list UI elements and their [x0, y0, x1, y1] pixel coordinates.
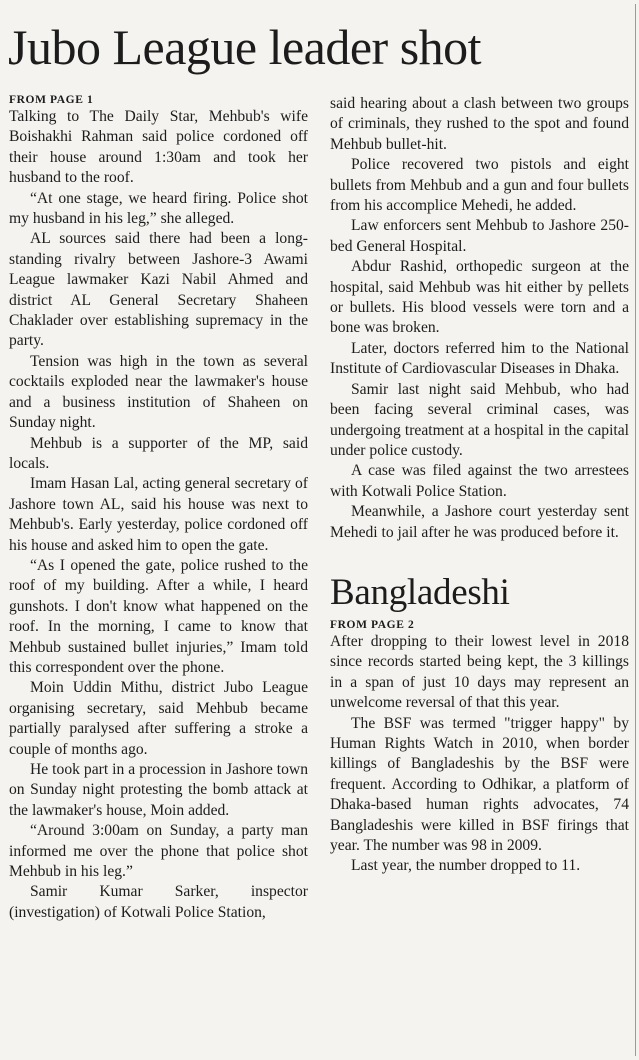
- paragraph: “At one stage, we heard firing. Police shot my husband in his leg,” she alleged.: [9, 189, 308, 228]
- paragraph: Imam Hasan Lal, acting general secretary of Jashore town AL, said his house was next to Mehbub's. Early yesterday, police cordoned off his house and asked him to open the gate.: [9, 475, 308, 554]
- paragraph: Meanwhile, a Jashore court yesterday sent Mehedi to jail after he was produced before it.: [330, 503, 629, 541]
- paragraph: Law enforcers sent Mehbub to Jashore 250-bed General Hospital.: [330, 217, 629, 255]
- paragraph: After dropping to their lowest level in 2018 since records started being kept, the 3 killings in a span of just 10 days may represent an unwelcome reversal of that this year.: [330, 632, 629, 712]
- paragraph: The BSF was termed "trigger happy" by Human Rights Watch in 2010, when border killings of Bangladeshis by the BSF were frequent. According to Odhikar, a platform of Dhaka-based human rights advocates, 74 Bangladeshis were killed in BSF firings that year. The number was 98 in 2009.: [330, 714, 629, 854]
- paragraph: Samir last night said Mehbub, who had been facing several criminal cases, was undergoing treatment at a hospital in the capital under police custody.: [330, 380, 629, 459]
- paragraph: He took part in a procession in Jashore town on Sunday night protesting the bomb attack at the lawmaker's house, Moin added.: [9, 761, 308, 819]
- from-page-label: FROM PAGE 1: [9, 94, 94, 106]
- paragraph: “As I opened the gate, police rushed to the roof of my building. After a while, I heard gunshots. I don't know what happened on the roof. In the morning, I came to know that Mehbub sustained bullet injuries,” Imam told this correspondent over the phone.: [9, 556, 308, 676]
- paragraph: A case was filed against the two arrestees with Kotwali Police Station.: [330, 462, 629, 500]
- paragraph: Mehbub is a supporter of the MP, said locals.: [9, 434, 308, 472]
- paragraph: AL sources said there had been a long-standing rivalry between Jashore-3 Awami League lawmaker Kazi Nabil Ahmed and district AL General Secretary Shaheen Chaklader over establishing supremacy in the party.: [9, 230, 308, 350]
- paragraph: Police recovered two pistols and eight bullets from Mehbub and a gun and four bullets from his accomplice Mehedi, he added.: [330, 156, 629, 215]
- paragraph: Moin Uddin Mithu, district Jubo League organising secretary, said Mehbub became partially paralysed after suffering a stroke a couple of months ago.: [9, 679, 308, 758]
- headline-main: Jubo League leader shot: [8, 19, 482, 75]
- from-page-label: FROM PAGE 2: [330, 618, 415, 631]
- page-edge-divider: [635, 4, 636, 1056]
- paragraph: Abdur Rashid, orthopedic surgeon at the hospital, said Mehbub was hit either by pellets or bullets. His blood vessels were torn and a bone was broken.: [330, 258, 629, 337]
- paragraph: Talking to The Daily Star, Mehbub's wife Boishakhi Rahman said police cordoned off their house around 1:30am and took her husband to the roof.: [9, 108, 308, 187]
- paragraph: “Around 3:00am on Sunday, a party man informed me over the phone that police shot Mehbub in his leg.”: [9, 822, 308, 881]
- headline-bangladeshi: Bangladeshi: [330, 571, 510, 613]
- paragraph: Last year, the number dropped to 11.: [351, 857, 581, 875]
- article-right-column: [330, 94, 629, 877]
- paragraph: Later, doctors referred him to the National Institute of Cardiovascular Diseases in Dhaka.: [330, 339, 629, 378]
- paragraph: Tension was high in the town as several cocktails exploded near the lawmaker's house and a business institution of Shaheen on Sunday night.: [9, 352, 308, 432]
- paragraph: Samir Kumar Sarker, inspector (investigation) of Kotwali Police Station,: [9, 883, 308, 921]
- article-main-left-column: [9, 94, 308, 923]
- paragraph: said hearing about a clash between two groups of criminals, they rushed to the spot and found Mehbub bullet-hit.: [330, 95, 629, 153]
